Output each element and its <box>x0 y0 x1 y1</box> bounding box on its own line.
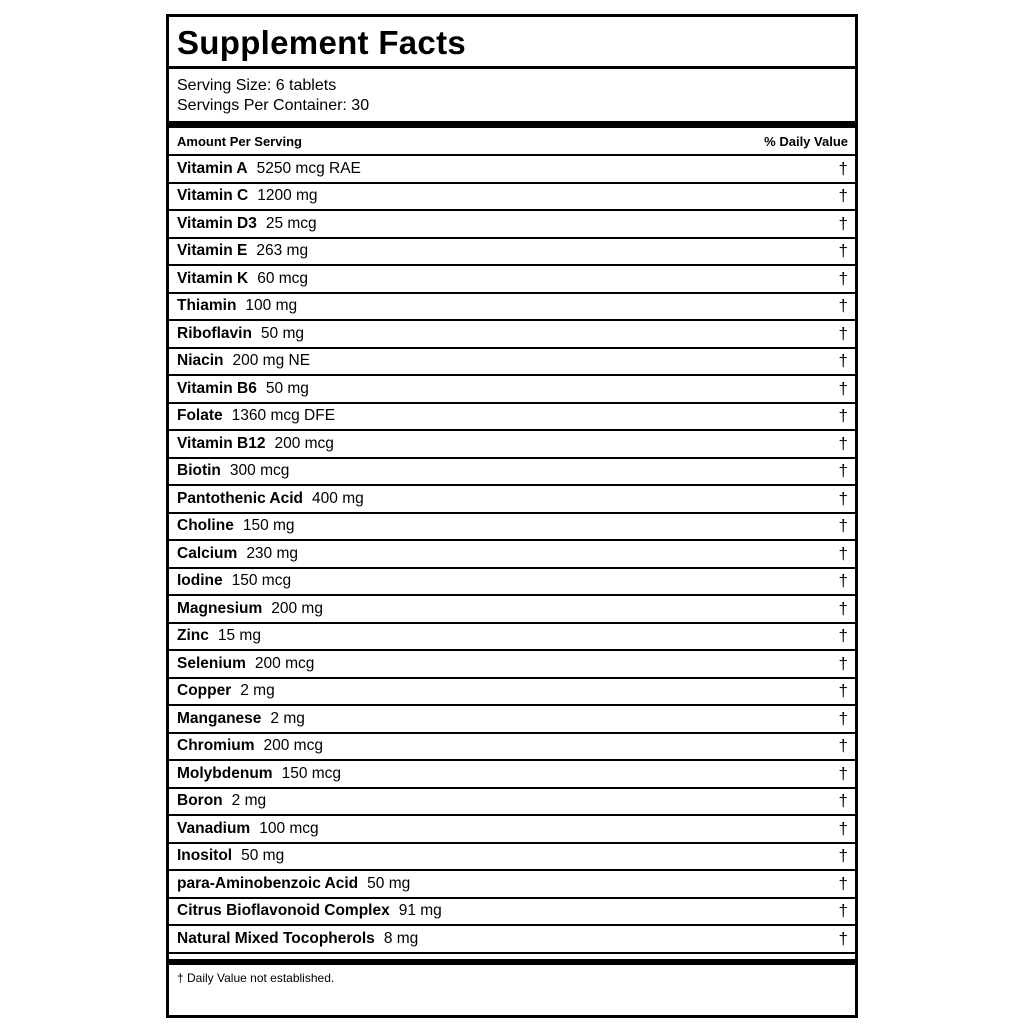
table-row <box>169 184 855 212</box>
nutrient-cell <box>177 490 364 508</box>
nutrient-amount: 50 mg <box>260 324 305 342</box>
nutrient-amount: 50 mg <box>241 847 285 865</box>
panel-title: Supplement Facts <box>169 17 855 69</box>
nutrient-name: Riboflavin <box>177 324 252 342</box>
daily-value-dagger: † <box>838 846 848 866</box>
nutrient-cell <box>177 187 318 205</box>
daily-value-dagger: † <box>838 571 848 591</box>
table-row <box>169 431 855 459</box>
table-row <box>169 871 855 899</box>
table-row <box>169 349 855 377</box>
daily-value-header: % Daily Value <box>764 133 848 149</box>
table-row <box>169 541 855 569</box>
daily-value-dagger: † <box>838 791 848 811</box>
serving-info <box>169 69 855 128</box>
nutrient-cell <box>177 930 418 948</box>
nutrient-cell <box>177 710 305 728</box>
nutrient-amount: 2 mg <box>231 792 267 810</box>
nutrient-amount: 150 mg <box>242 517 295 535</box>
nutrient-amount: 200 mcg <box>263 737 323 755</box>
table-row <box>169 734 855 762</box>
nutrient-amount: 200 mg <box>271 599 323 617</box>
nutrient-amount: 15 mg <box>217 627 261 645</box>
nutrient-list <box>169 156 855 954</box>
nutrient-name: Zinc <box>177 627 209 645</box>
daily-value-dagger: † <box>838 708 848 728</box>
nutrient-name: Iodine <box>177 572 223 590</box>
nutrient-amount: 100 mcg <box>259 819 319 837</box>
nutrient-amount: 200 mg NE <box>232 352 311 370</box>
nutrient-amount: 25 mcg <box>265 214 317 232</box>
table-row <box>169 156 855 184</box>
nutrient-amount: 200 mcg <box>254 654 315 672</box>
daily-value-dagger: † <box>838 158 848 178</box>
nutrient-cell <box>177 682 275 700</box>
nutrient-cell <box>177 765 341 783</box>
nutrient-amount: 150 mcg <box>281 764 342 782</box>
nutrient-name: Vitamin K <box>177 269 249 287</box>
table-row <box>169 486 855 514</box>
nutrient-cell <box>177 160 361 178</box>
table-row <box>169 404 855 432</box>
nutrient-name: Vitamin C <box>177 187 249 205</box>
nutrient-amount: 91 mg <box>398 902 442 920</box>
serving-size: Serving Size: 6 tablets <box>177 77 337 94</box>
nutrient-cell <box>177 462 289 480</box>
daily-value-dagger: † <box>838 241 848 261</box>
daily-value-dagger: † <box>838 736 848 756</box>
nutrient-amount: 50 mg <box>367 874 411 892</box>
table-row <box>169 706 855 734</box>
nutrient-cell <box>177 600 323 618</box>
nutrient-cell <box>177 242 308 260</box>
daily-value-dagger: † <box>838 351 848 371</box>
daily-value-dagger: † <box>838 818 848 838</box>
table-row <box>169 899 855 927</box>
nutrient-cell <box>177 572 291 590</box>
daily-value-dagger: † <box>838 598 848 618</box>
nutrient-cell <box>177 655 314 673</box>
table-row <box>169 926 855 954</box>
daily-value-dagger: † <box>838 543 848 563</box>
nutrient-cell <box>177 847 284 865</box>
table-row <box>169 569 855 597</box>
amount-per-serving-header: Amount Per Serving <box>177 133 302 149</box>
nutrient-amount: 150 mcg <box>231 572 292 590</box>
nutrient-amount: 200 mcg <box>274 434 334 452</box>
nutrient-name: Pantothenic Acid <box>177 489 304 507</box>
daily-value-dagger: † <box>838 296 848 316</box>
nutrient-name: Citrus Bioflavonoid Complex <box>177 902 390 920</box>
nutrient-amount: 2 mg <box>270 709 305 727</box>
table-row <box>169 651 855 679</box>
daily-value-dagger: † <box>838 681 848 701</box>
nutrient-amount: 2 mg <box>240 682 275 700</box>
nutrient-name: Calcium <box>177 544 238 562</box>
nutrient-amount: 263 mg <box>256 242 309 260</box>
daily-value-dagger: † <box>838 433 848 453</box>
table-row <box>169 844 855 872</box>
daily-value-dagger: † <box>838 268 848 288</box>
servings-per-container: Servings Per Container: 30 <box>177 97 370 114</box>
nutrient-name: Folate <box>177 407 223 425</box>
nutrient-name: Vitamin D3 <box>177 214 257 232</box>
daily-value-dagger: † <box>838 516 848 536</box>
table-row <box>169 211 855 239</box>
supplement-facts-panel <box>166 14 858 1018</box>
nutrient-name: Boron <box>177 792 223 810</box>
nutrient-cell <box>177 325 304 343</box>
daily-value-dagger: † <box>838 323 848 343</box>
table-row <box>169 266 855 294</box>
table-row <box>169 514 855 542</box>
nutrient-amount: 1360 mcg DFE <box>231 407 336 425</box>
nutrient-cell <box>177 792 266 810</box>
daily-value-dagger: † <box>838 461 848 481</box>
nutrient-name: Inositol <box>177 847 233 865</box>
nutrient-name: Natural Mixed Tocopherols <box>177 929 375 947</box>
nutrient-name: Selenium <box>177 654 246 672</box>
daily-value-dagger: † <box>838 186 848 206</box>
nutrient-name: Vitamin A <box>177 159 248 177</box>
nutrient-name: Biotin <box>177 462 221 480</box>
nutrient-name: Copper <box>177 682 232 700</box>
nutrient-cell <box>177 215 317 233</box>
daily-value-dagger: † <box>838 626 848 646</box>
nutrient-amount: 100 mg <box>245 297 298 315</box>
nutrient-amount: 1200 mg <box>257 187 318 205</box>
nutrient-name: Niacin <box>177 352 224 370</box>
nutrient-cell <box>177 297 297 315</box>
nutrient-amount: 300 mcg <box>229 462 290 480</box>
nutrient-cell <box>177 902 442 920</box>
nutrient-amount: 400 mg <box>312 489 364 507</box>
nutrient-name: Magnesium <box>177 599 263 617</box>
nutrient-cell <box>177 627 261 645</box>
nutrient-name: Manganese <box>177 709 262 727</box>
footnote: † Daily Value not established. <box>177 970 335 985</box>
table-row <box>169 294 855 322</box>
daily-value-dagger: † <box>838 873 848 893</box>
table-row <box>169 679 855 707</box>
nutrient-name: para-Aminobenzoic Acid <box>177 874 359 892</box>
table-row <box>169 816 855 844</box>
nutrient-cell <box>177 352 310 370</box>
nutrient-name: Choline <box>177 517 234 535</box>
daily-value-dagger: † <box>838 763 848 783</box>
table-row <box>169 459 855 487</box>
daily-value-dagger: † <box>838 901 848 921</box>
nutrient-cell <box>177 517 295 535</box>
nutrient-amount: 230 mg <box>246 544 299 562</box>
nutrient-cell <box>177 875 410 893</box>
table-row <box>169 789 855 817</box>
nutrient-cell <box>177 435 334 453</box>
nutrient-name: Chromium <box>177 737 255 755</box>
table-row <box>169 624 855 652</box>
daily-value-dagger: † <box>838 406 848 426</box>
nutrient-name: Vitamin B6 <box>177 379 257 397</box>
nutrient-cell <box>177 737 323 755</box>
table-row <box>169 761 855 789</box>
nutrient-cell <box>177 820 319 838</box>
nutrient-name: Vanadium <box>177 819 251 837</box>
nutrient-name: Thiamin <box>177 297 237 315</box>
daily-value-dagger: † <box>838 653 848 673</box>
nutrient-name: Molybdenum <box>177 764 273 782</box>
table-row <box>169 596 855 624</box>
nutrient-name: Vitamin B12 <box>177 434 266 452</box>
nutrient-cell <box>177 380 309 398</box>
daily-value-dagger: † <box>838 378 848 398</box>
nutrient-cell <box>177 270 308 288</box>
nutrient-amount: 8 mg <box>383 929 419 947</box>
nutrient-cell <box>177 407 335 425</box>
table-row <box>169 321 855 349</box>
nutrient-amount: 50 mg <box>265 379 309 397</box>
nutrient-amount: 60 mcg <box>257 269 309 287</box>
table-row <box>169 376 855 404</box>
daily-value-dagger: † <box>838 488 848 508</box>
nutrient-name: Vitamin E <box>177 242 248 260</box>
nutrient-cell <box>177 545 298 563</box>
table-row <box>169 239 855 267</box>
daily-value-dagger: † <box>838 213 848 233</box>
daily-value-dagger: † <box>838 928 848 948</box>
nutrient-amount: 5250 mcg RAE <box>256 159 361 177</box>
column-header <box>169 128 855 156</box>
